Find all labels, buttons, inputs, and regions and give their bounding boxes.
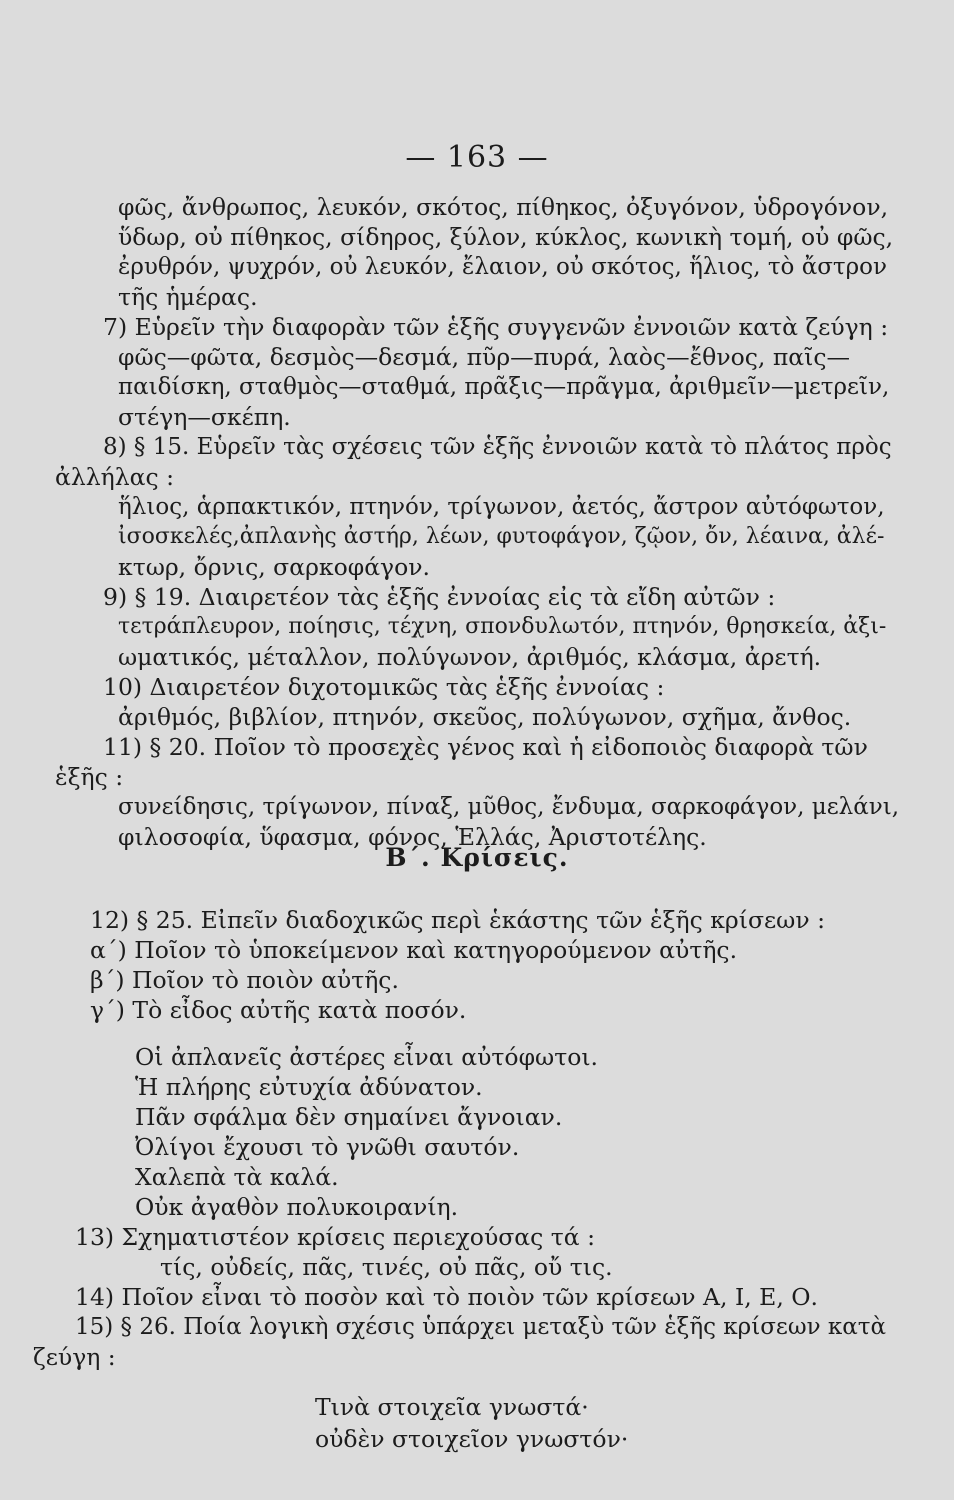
text-line: ἰσοσκελές,ἀπλανὴς ἀστήρ, λέων, φυτοφάγον, ζῷον, ὄν, λέαινα, ἀλέ- [118, 524, 885, 549]
text-line: γ΄) Τὸ εἶδος αὐτῆς κατὰ ποσόν. [90, 996, 467, 1024]
text-line: στέγη—σκέπη. [118, 403, 291, 431]
exercise-8: 8) § 15. Εὑρεῖν τὰς σχέσεις τῶν ἑξῆς ἐννοιῶν κατὰ τὸ πλάτος πρὸς [103, 434, 892, 460]
judgment-line: Ὀλίγοι ἔχουσι τὸ γνῶθι σαυτόν. [135, 1133, 520, 1161]
judgment-line: Ἡ πλήρης εὐτυχία ἀδύνατον. [135, 1073, 483, 1101]
text-line: παιδίσκη, σταθμὸς—σταθμά, πρᾶξις—πρᾶγμα, ἀριθμεῖν—μετρεῖν, [118, 374, 890, 400]
text-line: κτωρ, ὄρνις, σαρκοφάγον. [118, 553, 431, 581]
exercise-12: 12) § 25. Εἰπεῖν διαδοχικῶς περὶ ἑκάστης τῶν ἑξῆς κρίσεων : [90, 906, 826, 934]
exercise-14: 14) Ποῖον εἶναι τὸ ποσὸν καὶ τὸ ποιὸν τῶν κρίσεων Α, Ι, Ε, Ο. [75, 1283, 818, 1311]
text-line: φῶς—φῶτα, δεσμὸς—δεσμά, πῦρ—πυρά, λαὸς—ἔθνος, παῖς— [118, 343, 851, 371]
text-line: ωματικός, μέταλλον, πολύγωνον, ἀριθμός, κλάσμα, ἀρετή. [118, 643, 822, 671]
text-line: β΄) Ποῖον τὸ ποιὸν αὐτῆς. [90, 966, 399, 994]
text-line: τίς, οὐδείς, πᾶς, τινές, οὐ πᾶς, οὔ τις. [160, 1253, 613, 1281]
text-line: φιλοσοφία, ὕφασμα, φόνος, Ἑλλάς, Ἀριστοτέλης. [118, 823, 707, 851]
exercise-15: 15) § 26. Ποία λογικὴ σχέσις ὑπάρχει μεταξὺ τῶν ἑξῆς κρίσεων κατὰ [75, 1314, 887, 1340]
text-line: ὕδωρ, οὐ πίθηκος, σίδηρος, ξύλον, κύκλος, κωνικὴ τομή, οὐ φῶς, [118, 223, 894, 251]
text-line: ἐρυθρόν, ψυχρόν, οὐ λευκόν, ἔλαιον, οὐ σκότος, ἥλιος, τὸ ἄστρον [118, 254, 888, 280]
text-line: ἑξῆς : [55, 763, 124, 791]
exercise-10: 10) Διαιρετέον διχοτομικῶς τὰς ἑξῆς ἐννοίας : [103, 673, 665, 701]
text-line: α΄) Ποῖον τὸ ὑποκείμενον καὶ κατηγορούμενον αὐτῆς. [90, 936, 738, 964]
text-line: ἥλιος, ἁρπακτικόν, πτηνόν, τρίγωνον, ἀετός, ἄστρον αὐτόφωτον, [118, 494, 885, 520]
text-line: ἀλλήλας : [55, 463, 175, 491]
text-line: φῶς, ἄνθρωπος, λευκόν, σκότος, πίθηκος, ὀξυγόνον, ὑδρογόνον, [118, 193, 889, 221]
exercise-11: 11) § 20. Ποῖον τὸ προσεχὲς γένος καὶ ἡ εἰδοποιὸς διαφορὰ τῶν [103, 733, 868, 761]
text-line: τῆς ἡμέρας. [118, 283, 258, 311]
judgment-line: Πᾶν σφάλμα δὲν σημαίνει ἄγνοιαν. [135, 1103, 563, 1131]
judgment-line: οὐδὲν στοιχεῖον γνωστόν· [315, 1425, 629, 1453]
judgment-line: Τινὰ στοιχεῖα γνωστά· [315, 1393, 589, 1421]
exercise-13: 13) Σχηματιστέον κρίσεις περιεχούσας τά : [75, 1223, 596, 1251]
text-line: ἀριθμός, βιβλίον, πτηνόν, σκεῦος, πολύγωνον, σχῆμα, ἄνθος. [118, 703, 852, 731]
section-heading: Β΄. Κρίσεις. [385, 843, 569, 872]
text-line: συνείδησις, τρίγωνον, πίναξ, μῦθος, ἔνδυμα, σαρκοφάγον, μελάνι, [118, 794, 900, 820]
text-line: ζεύγη : [33, 1343, 116, 1371]
judgment-line: Χαλεπὰ τὰ καλά. [135, 1163, 339, 1191]
judgment-line: Οἱ ἀπλανεῖς ἀστέρες εἶναι αὐτόφωτοι. [135, 1043, 599, 1071]
text-line: τετράπλευρον, ποίησις, τέχνη, σπονδυλωτόν, πτηνόν, θρησκεία, ἀξι- [118, 614, 887, 639]
exercise-7: 7) Εὑρεῖν τὴν διαφορὰν τῶν ἑξῆς συγγενῶν ἐννοιῶν κατὰ ζεύγη : [103, 313, 889, 341]
page-number: — 163 — [405, 140, 549, 175]
judgment-line: Οὐκ ἀγαθὸν πολυκοιρανίη. [135, 1193, 459, 1221]
exercise-9: 9) § 19. Διαιρετέον τὰς ἑξῆς ἐννοίας εἰς τὰ εἴδη αὐτῶν : [103, 583, 776, 611]
